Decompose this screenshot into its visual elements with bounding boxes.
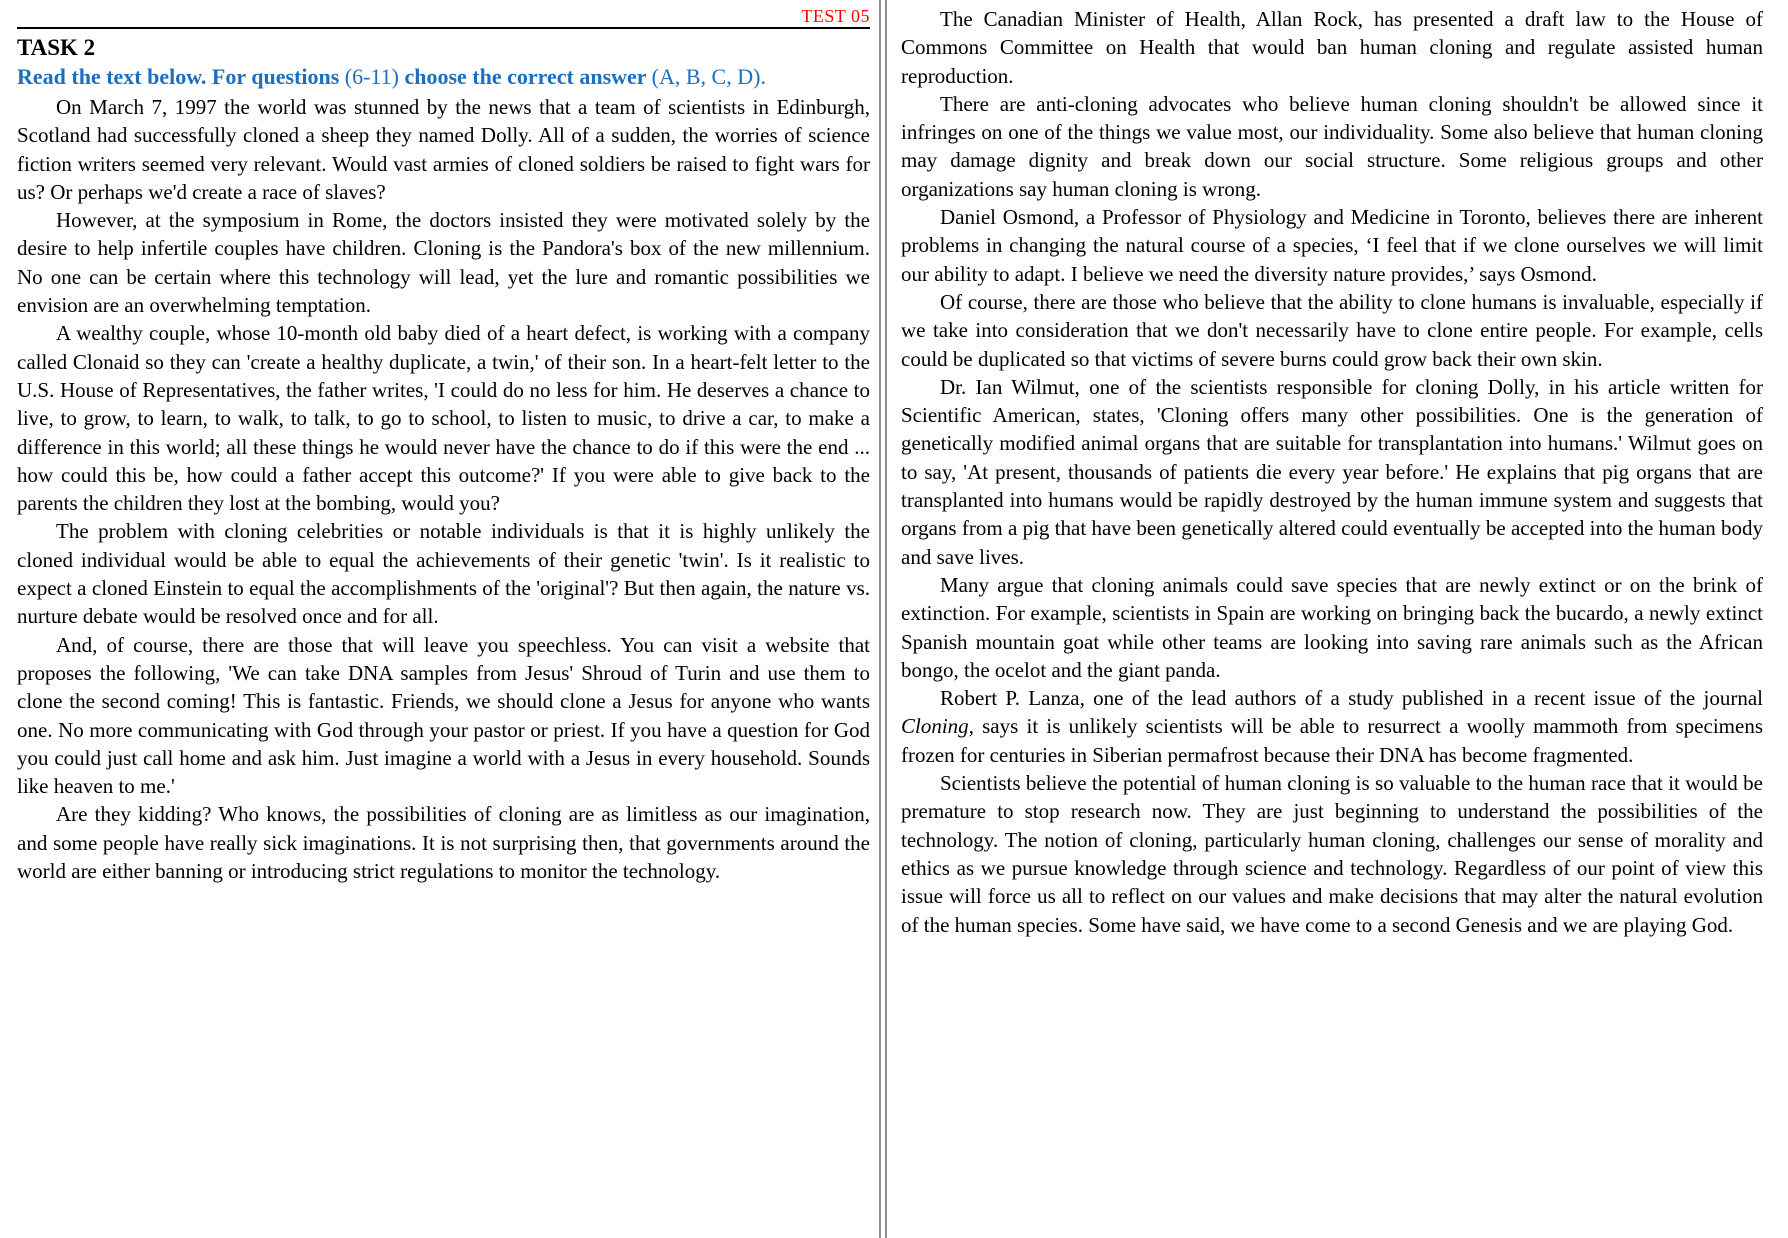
instruction-segment: (6-11) bbox=[344, 64, 405, 89]
instruction-segment: (A, B, C, D). bbox=[651, 64, 766, 89]
instruction-segment: choose the correct answer bbox=[404, 64, 652, 89]
left-column-paragraphs bbox=[17, 93, 870, 885]
paragraph bbox=[17, 93, 870, 206]
paragraph bbox=[17, 319, 870, 517]
right-column-paragraphs bbox=[901, 5, 1763, 939]
test-header bbox=[17, 0, 870, 29]
instruction-segment: Read the text below. For questions bbox=[17, 64, 345, 89]
paragraph bbox=[17, 800, 870, 885]
paragraph-text: Many argue that cloning animals could save species that are newly extinct or on the brink of extinction. For example, scientists in Spain are working on bringing back the bucardo, a newly extinct Spanish mountain goat while other teams are looking into saving rare animals such as the African bongo, the ocelot and the giant panda. bbox=[901, 572, 1763, 682]
paragraph bbox=[901, 571, 1763, 684]
paragraph bbox=[901, 288, 1763, 373]
test-number-label: TEST 05 bbox=[801, 6, 870, 26]
paragraph bbox=[17, 206, 870, 319]
paragraph-text: The problem with cloning celebrities or notable individuals is that it is highly unlikely the cloned individual would be able to equal the achievements of their genetic 'twin'. Is it realistic to expect a cloned Einstein to equal the accomplishments of the 'original'? But then again, the nature vs. nurture debate would be resolved once and for all. bbox=[17, 519, 870, 629]
paragraph-text: A wealthy couple, whose 10-month old baby died of a heart defect, is working with a company called Clonaid so they can 'create a healthy duplicate, a twin,' of their son. In a heart-felt letter to the U.S. House of Representatives, the father writes, 'I could do no less for him. He deserves a chance to live, to grow, to learn, to walk, to talk, to go to school, to listen to music, to drive a car, to make a difference in this world; all these things he would never have the chance to do if this were the end ... how could this be, how could a father accept this outcome?' If you were able to give back to the parents the children they lost at the bombing, would you? bbox=[17, 321, 870, 516]
paragraph-text: On March 7, 1997 the world was stunned by the news that a team of scientists in Edinburgh, Scotland had successfully cloned a sheep they named Dolly. All of a sudden, the worries of science fiction writers seemed very relevant. Would vast armies of cloned soldiers be raised to fight wars for us? Or perhaps we'd create a race of slaves? bbox=[17, 95, 870, 204]
task-instruction bbox=[17, 63, 870, 91]
column-divider-rule bbox=[879, 0, 887, 1238]
paragraph-text: Are they kidding? Who knows, the possibilities of cloning are as limitless as our imagination, and some people have really sick imaginations. It is not surprising then, that governments around the world are either banning or introducing strict regulations to monitor the technology. bbox=[17, 802, 870, 884]
paragraph bbox=[901, 203, 1763, 288]
paragraph bbox=[901, 90, 1763, 203]
journal-title-italic: Cloning, bbox=[901, 714, 974, 739]
paragraph-text: Of course, there are those who believe that the ability to clone humans is invaluable, especially if we take into consideration that we don't necessarily have to clone entire people. For example, cells could be duplicated so that victims of severe burns could grow back their own skin. bbox=[901, 289, 1763, 371]
right-column bbox=[901, 0, 1763, 1238]
paragraph bbox=[901, 684, 1763, 769]
paragraph-text: Dr. Ian Wilmut, one of the scientists responsible for cloning Dolly, in his article written for Scientific American, states, 'Cloning offers many other possibilities. One is the generation of genetically modified animal organs that are suitable for transplantation into humans.' Wilmut goes on to say, 'At present, thousands of patients die every year before.' He explains that pig organs that are transplanted into humans would be rapidly destroyed by the human immune system and suggests that organs from a pig that have been genetically altered could eventually be accepted into the human body and save lives. bbox=[901, 374, 1763, 569]
paragraph bbox=[901, 373, 1763, 571]
paragraph-text: There are anti-cloning advocates who believe human cloning shouldn't be allowed since it infringes on one of the things we value most, our individuality. Some also believe that human cloning may damage dignity and break down our social structure. Some religious groups and other organizations say human cloning is wrong. bbox=[901, 91, 1763, 201]
paragraph-text: Scientists believe the potential of human cloning is so valuable to the human race that it would be premature to stop research now. They are just beginning to understand the possibilities of the technology. The notion of cloning, particularly human cloning, challenges our sense of morality and ethics as we pursue knowledge through science and technology. Regardless of our point of view this issue will force us all to reflect on our values and make decisions that may alter the natural evolution of the human species. Some have said, we have come to a second Genesis and we are playing God. bbox=[901, 771, 1763, 937]
paragraph-text: says it is unlikely scientists will be able to resurrect a woolly mammoth from specimens frozen for centuries in Siberian permafrost because their DNA has become fragmented. bbox=[901, 714, 1763, 767]
paragraph bbox=[901, 769, 1763, 939]
paragraph-text: The Canadian Minister of Health, Allan Rock, has presented a draft law to the House of Commons Committee on Health that would ban human cloning and regulate assisted human reproduction. bbox=[901, 7, 1763, 88]
paragraph-text: However, at the symposium in Rome, the doctors insisted they were motivated solely by the desire to help infertile couples have children. Cloning is the Pandora's box of the new millennium. No one can be certain where this technology will lead, yet the lure and romantic possibilities we envision are an overwhelming temptation. bbox=[17, 208, 870, 318]
paragraph-text: Robert P. Lanza, one of the lead authors of a study published in a recent issue of the journal bbox=[940, 686, 1763, 711]
paragraph-text: And, of course, there are those that will leave you speechless. You can visit a website that proposes the following, 'We can take DNA samples from Jesus' Shroud of Turin and use them to clone the second coming! This is fantastic. Friends, we should clone a Jesus for anyone who wants one. No more communicating with God through your pastor or priest. If you have a question for God you could just call home and ask him. Just imagine a world with a Jesus in every household. Sounds like heaven to me.' bbox=[17, 632, 870, 799]
paragraph bbox=[17, 631, 870, 801]
paragraph bbox=[901, 5, 1763, 90]
paragraph-text: Daniel Osmond, a Professor of Physiology and Medicine in Toronto, believes there are inherent problems in changing the natural course of a species, ‘I feel that if we clone ourselves we will limit our ability to adapt. I believe we need the diversity nature provides,’ says Osmond. bbox=[901, 205, 1763, 286]
task-title: TASK 2 bbox=[17, 35, 96, 60]
left-column bbox=[17, 0, 870, 1238]
paragraph bbox=[17, 517, 870, 630]
